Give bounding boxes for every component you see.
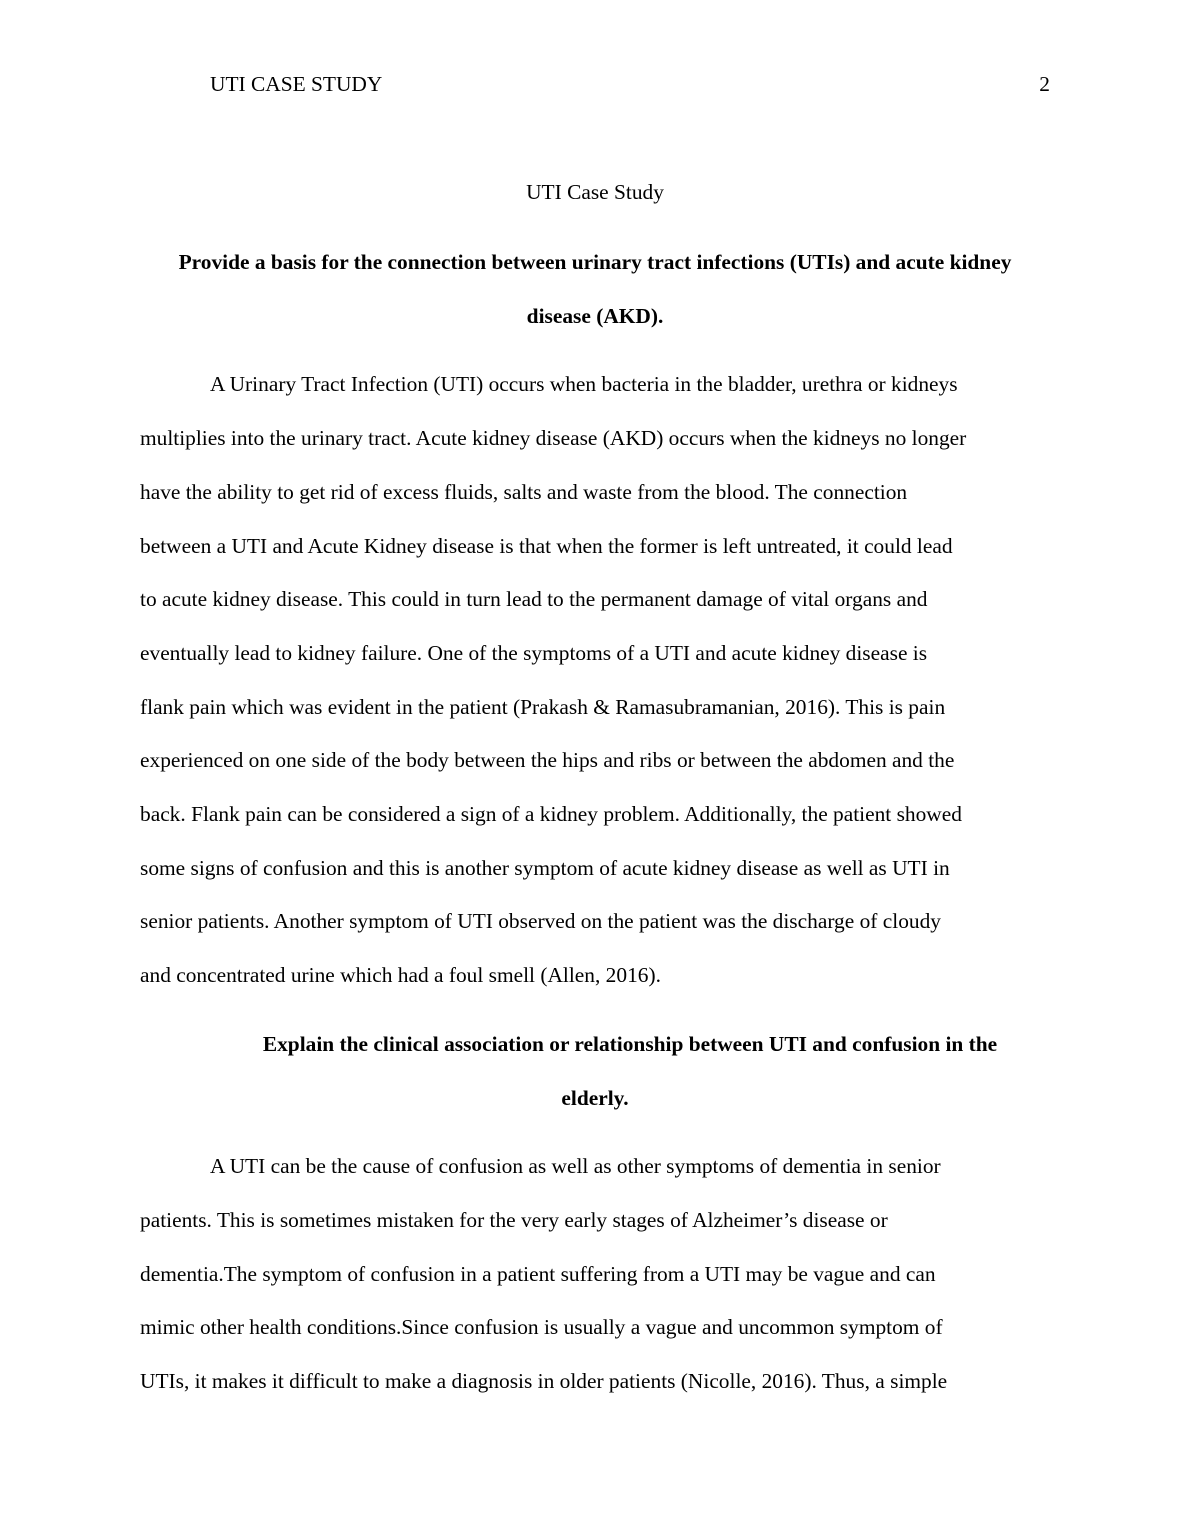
paragraph-line: UTIs, it makes it difficult to make a diagnosis in older patients (Nicolle, 2016). Thus, a simple (140, 1369, 948, 1394)
paragraph-line: patients. This is sometimes mistaken for the very early stages of Alzheimer’s disease or (140, 1207, 888, 1232)
paragraph-line: and concentrated urine which had a foul smell (Allen, 2016). (140, 963, 661, 988)
page-number: 2 (1039, 72, 1050, 96)
paragraph-line: flank pain which was evident in the patient (Prakash & Ramasubramanian, 2016). This is pain (140, 694, 946, 719)
paragraph-line: mimic other health conditions.Since confusion is usually a vague and uncommon symptom of (140, 1315, 943, 1340)
paragraph-line: multiplies into the urinary tract. Acute kidney disease (AKD) occurs when the kidneys no longer (140, 426, 967, 451)
paragraph-line: to acute kidney disease. This could in turn lead to the permanent damage of vital organs and (140, 587, 928, 612)
paragraph-line: back. Flank pain can be considered a sign of a kidney problem. Additionally, the patient showed (140, 802, 962, 827)
paragraph-line: some signs of confusion and this is another symptom of acute kidney disease as well as UTI in (140, 855, 950, 880)
paragraph-line: experienced on one side of the body between the hips and ribs or between the abdomen and the (140, 748, 955, 773)
section-2-paragraph (140, 1125, 1050, 1409)
paragraph-line: eventually lead to kidney failure. One of the symptoms of a UTI and acute kidney disease is (140, 640, 928, 665)
paragraph-line: dementia.The symptom of confusion in a patient suffering from a UTI may be vague and can (140, 1261, 936, 1286)
paragraph-line: between a UTI and Acute Kidney disease is that when the former is left untreated, it could lead (140, 533, 953, 558)
paragraph-line: A UTI can be the cause of confusion as well as other symptoms of dementia in senior (210, 1154, 941, 1179)
document-body (140, 164, 1050, 1409)
heading-line: Provide a basis for the connection between urinary tract infections (UTIs) and acute kidney (178, 250, 1012, 274)
paragraph-line: senior patients. Another symptom of UTI observed on the patient was the discharge of cloudy (140, 909, 941, 934)
running-head: UTI CASE STUDY (210, 72, 383, 96)
section-spacer (140, 1003, 1050, 1018)
heading-line: disease (AKD). (526, 303, 664, 328)
section-2-heading (140, 1018, 1050, 1125)
heading-line: Explain the clinical association or relationship between UTI and confusion in the (262, 1031, 998, 1056)
paragraph-line: have the ability to get rid of excess fluids, salts and waste from the blood. The connection (140, 479, 908, 504)
section-1-paragraph (140, 343, 1050, 1002)
paragraph-line: A Urinary Tract Infection (UTI) occurs when bacteria in the bladder, urethra or kidneys (210, 372, 958, 397)
heading-line: elderly. (561, 1085, 629, 1110)
document-title: UTI Case Study (526, 180, 664, 204)
section-1-heading (140, 236, 1050, 343)
